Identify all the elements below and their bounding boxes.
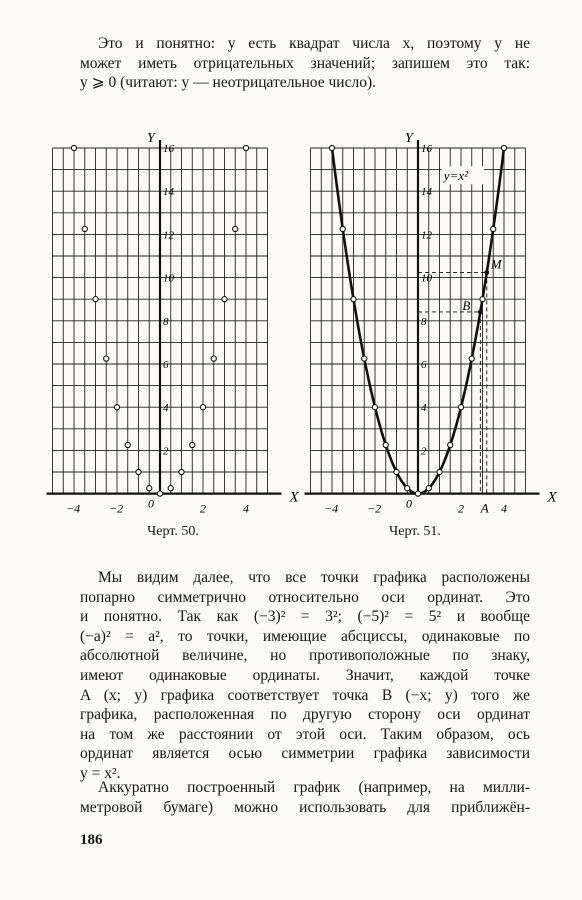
curve-point [394,469,399,474]
data-point [243,145,248,150]
curve-point [469,356,474,361]
data-point [200,405,205,410]
data-point [179,469,184,474]
curve-point [362,356,367,361]
x-axis-label: X [547,489,557,506]
text-line: имеют одинаковые ординаты. Значит, каждой точке [80,666,530,684]
x-axis-label: X [289,489,299,506]
y-tick-label: 2 [163,445,169,458]
x-tick-label: −4 [324,501,339,516]
figure-50-caption: Черт. 50. [147,524,199,539]
data-point [147,486,152,491]
text-line: и понятно. Так как (−3)² = 3²; (−5)² = 5² и вообще [80,608,530,626]
x-tick-label: 2 [458,501,464,516]
symmetry-paragraph [80,568,530,784]
y-tick-label: 6 [421,359,427,371]
y-tick-label: 8 [421,315,427,328]
y-tick-label: 16 [163,143,174,155]
y-tick-label: 16 [421,143,432,155]
curve-point [426,486,431,491]
data-point [93,297,98,302]
x-tick-label: 4 [501,501,507,516]
figure-50-scatter [40,131,299,516]
point-a-label: A [480,500,489,516]
origin-label: 0 [406,496,412,511]
intro-paragraph [80,34,530,93]
data-point [168,486,173,491]
figure-51-caption: Черт. 51. [389,524,441,539]
y-tick-label: 12 [163,229,174,242]
y-tick-label: 4 [421,402,427,415]
x-tick-label: 2 [200,501,206,516]
curve-point [480,297,485,302]
x-tick-label: 4 [243,501,249,516]
text-line: Мы видим далее, что все точки графика расположены [98,569,530,586]
text-line: абсолютной величине, но противоположные по знаку, [80,647,530,665]
text-line: Аккуратно построенный график (например, на милли- [98,779,530,796]
curve-point [372,405,377,410]
data-point [233,226,238,231]
text-line: Это и понятно: y есть квадрат числа x, поэтому y не [98,35,530,52]
point-m-label: M [490,256,502,272]
text-line: ординат является осью симметрии графика зависимости [80,745,530,763]
data-point [125,442,130,447]
text-line: попарно симметрично относительно оси ординат. Это [80,588,530,606]
curve-label: y=x² [443,168,469,184]
curve-point [448,442,453,447]
figure-51-parabola [300,131,560,516]
x-tick-label: −4 [66,501,81,516]
y-tick-label: 6 [163,359,169,371]
text-line: y ⩾ 0 (читают: y — неотрицательное число). [80,74,376,92]
y-tick-label: 14 [163,186,174,199]
point-b-marker [478,310,483,315]
text-line: (−a)² = a², то точки, имеющие абсциссы, одинаковые по [80,627,530,645]
data-point [157,491,162,496]
y-tick-label: 2 [421,445,427,458]
data-point [211,356,216,361]
data-point [136,469,141,474]
curve-point [437,469,442,474]
curve-label-group [442,166,484,184]
closing-paragraph [80,778,530,817]
curve-point [501,145,506,150]
data-point [190,442,195,447]
y-axis-label: Y [147,131,155,146]
data-point [222,297,227,302]
text-line: A (x; y) графика соответствует точка B (−x; y) того же [80,686,530,704]
point-m-marker [484,270,489,275]
y-tick-label: 10 [421,272,432,285]
origin-label: 0 [148,496,154,511]
point-b-label: B [462,297,471,313]
text-line: y = x². [80,764,121,782]
curve-point [405,486,410,491]
text-line: на том же расстоянии от этой оси. Таким образом, ось [80,725,530,743]
y-tick-label: 8 [163,315,169,328]
y-tick-label: 12 [421,229,432,242]
curve-point [491,226,496,231]
text-line: графика, расположенная по другую сторону оси ординат [80,706,530,724]
page-number: 186 [80,832,103,848]
y-tick-label: 4 [163,402,169,415]
text-line: метровой бумаге) можно использовать для приближён- [80,798,530,816]
text-line: может иметь отрицательных значений; запишем это так: [80,54,530,72]
y-tick-label: 10 [163,272,174,285]
curve-point [329,145,334,150]
data-point [71,145,76,150]
data-point [114,405,119,410]
y-axis-label: Y [405,131,413,146]
x-tick-label: −2 [367,501,382,516]
curve-point [340,226,345,231]
curve-point [383,442,388,447]
y-tick-label: 14 [421,186,432,199]
data-point [104,356,109,361]
data-point [82,226,87,231]
curve-point [351,297,356,302]
curve-point [415,491,420,496]
x-tick-label: −2 [109,501,124,516]
curve-point [458,405,463,410]
